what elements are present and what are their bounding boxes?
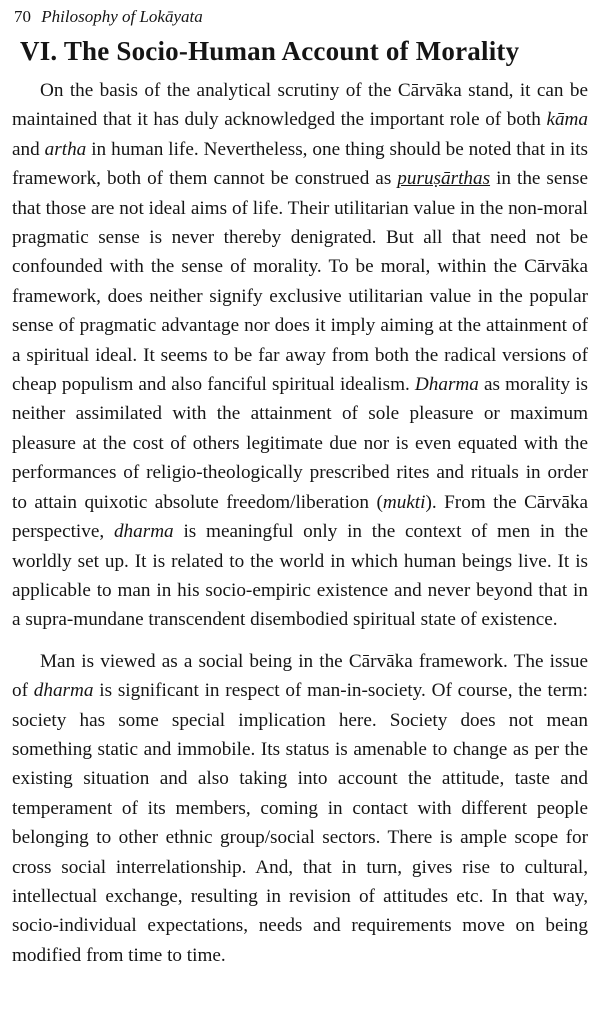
text-run: ). From the Cārvāka perspective, xyxy=(12,491,588,543)
emphasized-term: artha xyxy=(44,138,87,160)
page-number: 70 xyxy=(14,7,31,26)
section-heading: VI. The Socio-Human Account of Morality xyxy=(20,36,520,66)
book-title: Philosophy of Lokāyata xyxy=(41,7,203,26)
text-run: On the basis of the analytical scrutiny of the Cārvāka stand, it can be maintained that it has duly acknowledged the important role of both xyxy=(12,80,588,131)
text-run: is meaningful only in the context of men in the worldly set up. It is related to the world in which human beings live. It is applicable to man in his socio-empiric existence and never beyond that in a supra-mundane transcendent disembodied spiritual state of existence. xyxy=(12,521,588,631)
running-head xyxy=(14,6,588,28)
emphasized-term: dharma xyxy=(113,521,174,543)
emphasized-term: mukti xyxy=(382,491,426,513)
emphasized-term: puruṣārthas xyxy=(397,168,491,190)
emphasized-term: dharma xyxy=(33,680,94,702)
text-run: is significant in respect of man-in-society. Of course, the term: society has some special implication here. Society does not mean something static and immobile. Its status is amenable to change as per the existing situation and also taking into account the attitude, taste and temperament of its members, coming in contact with different people belonging to other ethnic group/social sectors. There is ample scope for cross social interrelationship. And, that in turn, gives rise to cultural, intellectual exchange, resulting in revision of attitudes etc. In that way, socio-individual expectations, needs and requirements move on being modified from time to time. xyxy=(12,680,588,966)
body-text xyxy=(12,76,588,970)
text-run: in the sense that those are not ideal aims of life. Their utilitarian value in the non-moral pragmatic sense is never thereby denigrated. But all that need not be confounded with the sense of morality. To be moral, within the Cārvāka framework, does neither signify exclusive utilitarian value in the popular sense of pragmatic advantage nor does it imply aiming at the attainment of a spiritual ideal. It seems to be far away from both the radical versions of cheap populism and also fanciful spiritual idealism. xyxy=(12,168,588,396)
paragraph xyxy=(12,76,588,635)
emphasized-term: Dharma xyxy=(414,374,479,396)
text-run: Man is viewed as a social being in the Cārvāka framework. The issue of xyxy=(12,650,588,702)
paragraph xyxy=(12,647,588,970)
text-run: as morality is neither assimilated with the attainment of sole pleasure or maximum pleasure at the cost of others legitimate due nor is even equated with the performances of religio-theologically prescribed rites and rituals in order to attain quixotic absolute freedom/liberation ( xyxy=(12,374,588,513)
text-run: and xyxy=(12,138,45,160)
text-run: in human life. Nevertheless, one thing should be noted that in its framework, both of them cannot be construed as xyxy=(12,138,588,190)
emphasized-term: kāma xyxy=(546,109,588,131)
